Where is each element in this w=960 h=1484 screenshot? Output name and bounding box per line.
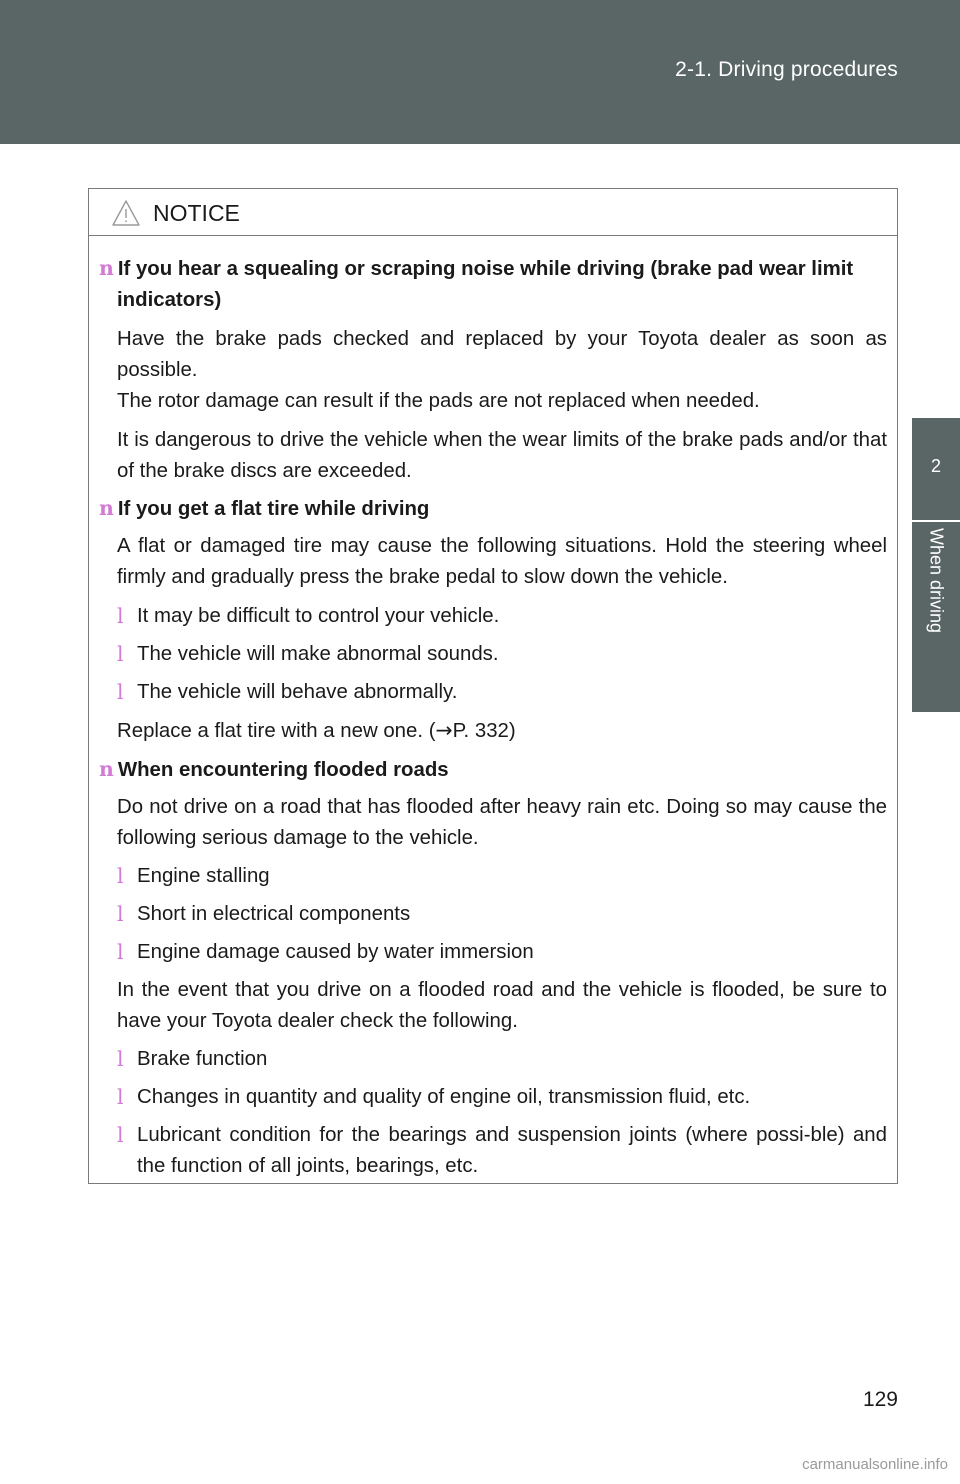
list-item: l Engine damage caused by water immersion — [99, 937, 887, 968]
section-marker: n — [99, 496, 114, 520]
chapter-tab-text: When driving — [926, 528, 947, 634]
bullet-marker: l — [117, 642, 124, 666]
paragraph: Replace a flat tire with a new one. (→P. 332) — [117, 718, 516, 742]
section-heading: n If you get a flat tire while driving — [99, 496, 430, 520]
chapter-tab-number: 2 — [912, 418, 960, 520]
notice-content — [89, 236, 897, 1182]
list-item: l Lubricant condition for the bearings and suspension joints (where possi-ble) and the function of all joints, bearings, etc. — [99, 1120, 887, 1182]
section-heading: n If you hear a squealing or scraping noise while driving (brake pad wear limit indicators) — [99, 256, 854, 311]
paragraph: It is dangerous to drive the vehicle when the wear limits of the brake pads and/or that of the brake discs are exceeded. — [117, 429, 887, 482]
list-item: l Changes in quantity and quality of engine oil, transmission fluid, etc. — [99, 1082, 887, 1113]
list-item: l The vehicle will make abnormal sounds. — [99, 639, 887, 670]
paragraph: Do not drive on a road that has flooded after heavy rain etc. Doing so may cause the following serious damage to the vehicle. — [117, 796, 887, 849]
notice-title: NOTICE — [153, 200, 240, 226]
bullet-marker: l — [117, 604, 124, 628]
chapter-tab-label — [912, 522, 960, 712]
bullet-marker: l — [117, 1047, 124, 1071]
arrow-icon: → — [435, 718, 453, 742]
bullet-marker: l — [117, 1123, 124, 1147]
section-marker: n — [99, 757, 114, 781]
watermark: carmanualsonline.info — [802, 1456, 948, 1473]
paragraph: In the event that you drive on a flooded road and the vehicle is flooded, be sure to have your Toyota dealer check the following. — [117, 979, 887, 1032]
list-item: l Brake function — [99, 1044, 887, 1075]
page-number: 129 — [862, 1388, 898, 1411]
list-item: l Engine stalling — [99, 861, 887, 892]
section-marker: n — [99, 256, 114, 280]
list-item: l Short in electrical components — [99, 899, 887, 930]
list-item: l The vehicle will behave abnormally. — [99, 677, 887, 708]
paragraph: Have the brake pads checked and replaced by your Toyota dealer as soon as possible. The rotor damage can result if the pads are not replaced when needed. — [117, 328, 887, 412]
list-item: l It may be difficult to control your vehicle. — [99, 601, 887, 632]
paragraph: A flat or damaged tire may cause the following situations. Hold the steering wheel firmly and gradually press the brake pedal to slow down the vehicle. — [117, 535, 887, 588]
bullet-marker: l — [117, 1085, 124, 1109]
warning-triangle-icon — [111, 199, 141, 227]
bullet-marker: l — [117, 902, 124, 926]
page-header — [0, 0, 960, 144]
notice-header — [89, 189, 897, 236]
section-title: 2-1. Driving procedures — [675, 58, 898, 81]
notice-box — [88, 188, 898, 1184]
bullet-marker: l — [117, 680, 124, 704]
bullet-marker: l — [117, 940, 124, 964]
section-heading: n When encountering flooded roads — [99, 757, 449, 781]
bullet-marker: l — [117, 864, 124, 888]
